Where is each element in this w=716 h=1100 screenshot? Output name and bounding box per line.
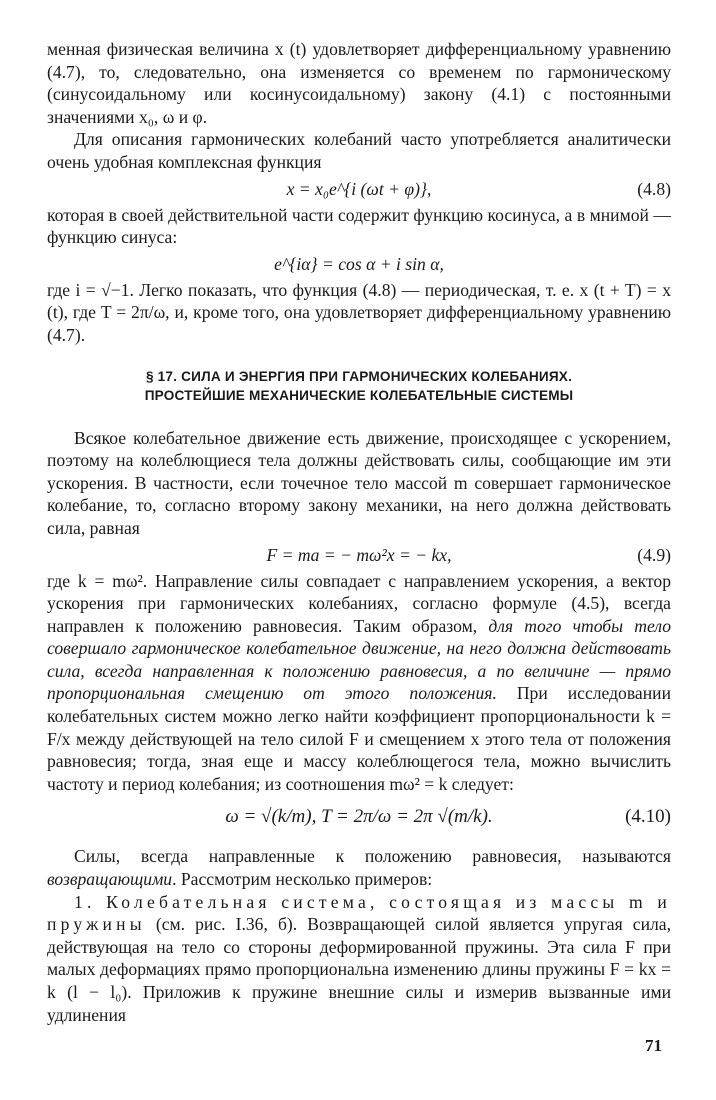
- equation-4-8-number: (4.8): [637, 178, 671, 199]
- section-title-line-2: ПРОСТЕЙШИЕ МЕХАНИЧЕСКИЕ КОЛЕБАТЕЛЬНЫЕ СИСТЕМЫ: [144, 387, 574, 403]
- paragraph-8-rest: (см. рис. I.36, б). Возвращающей силой является упругая сила, действующая на тело со стороны деформированной пружины. Эта сила F при малых деформациях прямо пропорциональна изменению длины пружины F = kx = k (l − l₀). Приложив к пружине внешние силы и измерив вызванные ими удлинения: [47, 914, 671, 1025]
- equation-4-8-expr: x = x₀e^{i (ωt + φ)},: [286, 178, 432, 199]
- paragraph-6-end: При исследовании колебательных систем можно легко найти коэффициент пропорциональности k = F/x между действующей на тело силой F и смещением x этого тела от положения равновесия; тогда, зная еще и массу колеблющегося тела, можно вычислить частоту и период колебания; из соотношения mω² = k следует:: [47, 683, 671, 794]
- paragraph-5: Всякое колебательное движение есть движение, происходящее с ускорением, поэтому на колеблющиеся тела должны действовать силы, сообщающие им эти ускорения. В частности, если точечное тело массой m совершает гармоническое колебание, то, согласно второму закону механики, на него должна действовать сила, равная: [47, 427, 671, 538]
- equation-4-10-number: (4.10): [625, 806, 671, 828]
- paragraph-7-end: . Рассмотрим несколько примеров:: [172, 869, 433, 890]
- equation-euler: [47, 249, 671, 279]
- paragraph-6-start: где k = mω². Направление силы совпадает с направлением ускорения, а вектор ускорения при гармонических колебаниях, согласно формуле (4.5), всегда направлен к положению равновесия. Таким образом,: [47, 570, 671, 636]
- equation-4-9: [47, 540, 671, 570]
- section-title-line-1: § 17. СИЛА И ЭНЕРГИЯ ПРИ ГАРМОНИЧЕСКИХ КОЛЕБАНИЯХ.: [145, 368, 573, 384]
- equation-4-8: [47, 174, 671, 204]
- equation-4-10: [47, 795, 671, 839]
- paragraph-6: [47, 570, 671, 796]
- equation-4-10-expr: ω = √(k/m), T = 2π/ω = 2π √(m/k).: [225, 806, 493, 828]
- page-number: 71: [645, 1036, 662, 1055]
- page-body: [47, 38, 671, 1026]
- paragraph-7-italic: возвращающими: [47, 869, 173, 890]
- equation-4-9-expr: F = ma = − mω²x = − kx,: [266, 544, 452, 565]
- paragraph-7: [47, 845, 671, 890]
- paragraph-7-start: Силы, всегда направленные к положению равновесия, называются: [74, 846, 671, 867]
- paragraph-8: [47, 891, 671, 1027]
- paragraph-1: менная физическая величина x (t) удовлетворяет дифференциальному уравнению (4.7), то, следовательно, она изменяется со временем по гармоническому (синусоидальному или косинусоидальному) закону (4.1) с постоянными значениями x₀, ω и φ.: [47, 39, 671, 127]
- paragraph-6-italic: для того чтобы тело совершало гармоническое колебательное движение, на него должна действовать сила, всегда направленная к положению равновесия, а по величине — прямо пропорциональная смещению от этого положения.: [47, 615, 672, 704]
- paragraph-2: Для описания гармонических колебаний часто употребляется аналитически очень удобная комплексная функция: [47, 129, 671, 172]
- paragraph-4: где i = √−1. Легко показать, что функция (4.8) — периодическая, т. е. x (t + T) = x (t), где T = 2π/ω, и, кроме того, она удовлетворяет дифференциальному уравнению (4.7).: [47, 279, 671, 345]
- equation-4-9-number: (4.9): [637, 544, 671, 565]
- equation-euler-expr: e^{iα} = cos α + i sin α,: [274, 253, 444, 274]
- section-title: [47, 367, 671, 405]
- paragraph-3: которая в своей действительной части содержит функцию косинуса, а в мнимой — функцию синуса:: [47, 204, 671, 248]
- paragraph-8-spaced: 1. Колебательная система, состоящая из массы m и пружины: [47, 891, 671, 935]
